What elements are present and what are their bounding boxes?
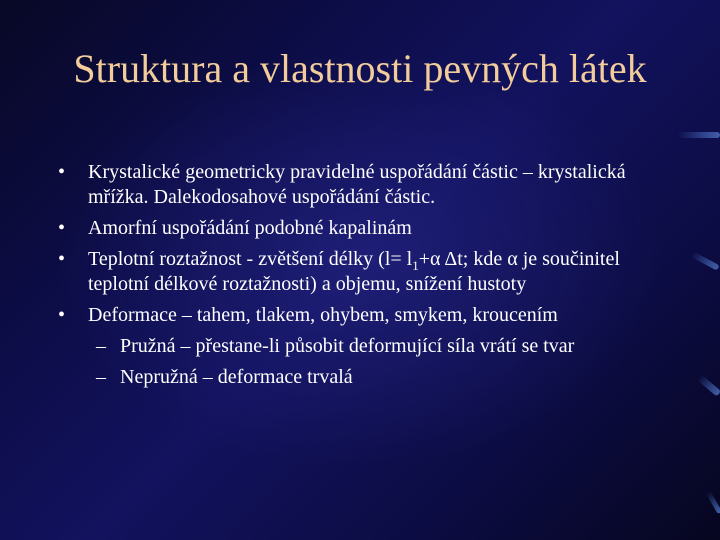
list-item-text-part: Teplotní roztažnost - zvětšení délky (l= l bbox=[88, 248, 413, 270]
list-item bbox=[58, 247, 678, 297]
sub-list-item bbox=[58, 334, 678, 359]
list-item-text: Amorfní uspořádání podobné kapalinám bbox=[88, 217, 412, 239]
list-item bbox=[58, 216, 678, 241]
list-item-text: Krystalické geometricky pravidelné uspořádání částic – krystalická mřížka. Dalekodosahové uspořádání částic. bbox=[88, 161, 626, 208]
sub-list-item bbox=[58, 365, 678, 390]
subscript: 1 bbox=[412, 258, 419, 273]
background-streak bbox=[706, 491, 720, 514]
list-item bbox=[58, 303, 678, 328]
list-item-text: Deformace – tahem, tlakem, ohybem, smykem, kroucením bbox=[88, 304, 558, 326]
list-item-text bbox=[88, 248, 620, 295]
bullet-icon: • bbox=[58, 217, 66, 239]
sub-list-item-text: Pružná – přestane-li působit deformující síla vrátí se tvar bbox=[120, 335, 575, 357]
bullet-icon: • bbox=[58, 304, 66, 326]
bullet-icon: • bbox=[58, 161, 66, 183]
sub-list bbox=[58, 334, 678, 390]
background-streak bbox=[678, 132, 720, 138]
slide-title: Struktura a vlastnosti pevných látek bbox=[73, 46, 647, 91]
sub-list-item-text: Nepružná – deformace trvalá bbox=[120, 366, 353, 388]
list-item-text-part: +α Δt; kde α je součinitel teplotní délkové roztažnosti) a objemu, snížení hustoty bbox=[88, 248, 620, 295]
bullet-list bbox=[58, 160, 678, 396]
list-item bbox=[58, 160, 678, 210]
background-streak bbox=[697, 374, 720, 396]
dash-icon: – bbox=[96, 366, 106, 388]
background-streak bbox=[690, 251, 719, 270]
dash-icon: – bbox=[96, 335, 106, 357]
bullet-icon: • bbox=[58, 248, 66, 270]
